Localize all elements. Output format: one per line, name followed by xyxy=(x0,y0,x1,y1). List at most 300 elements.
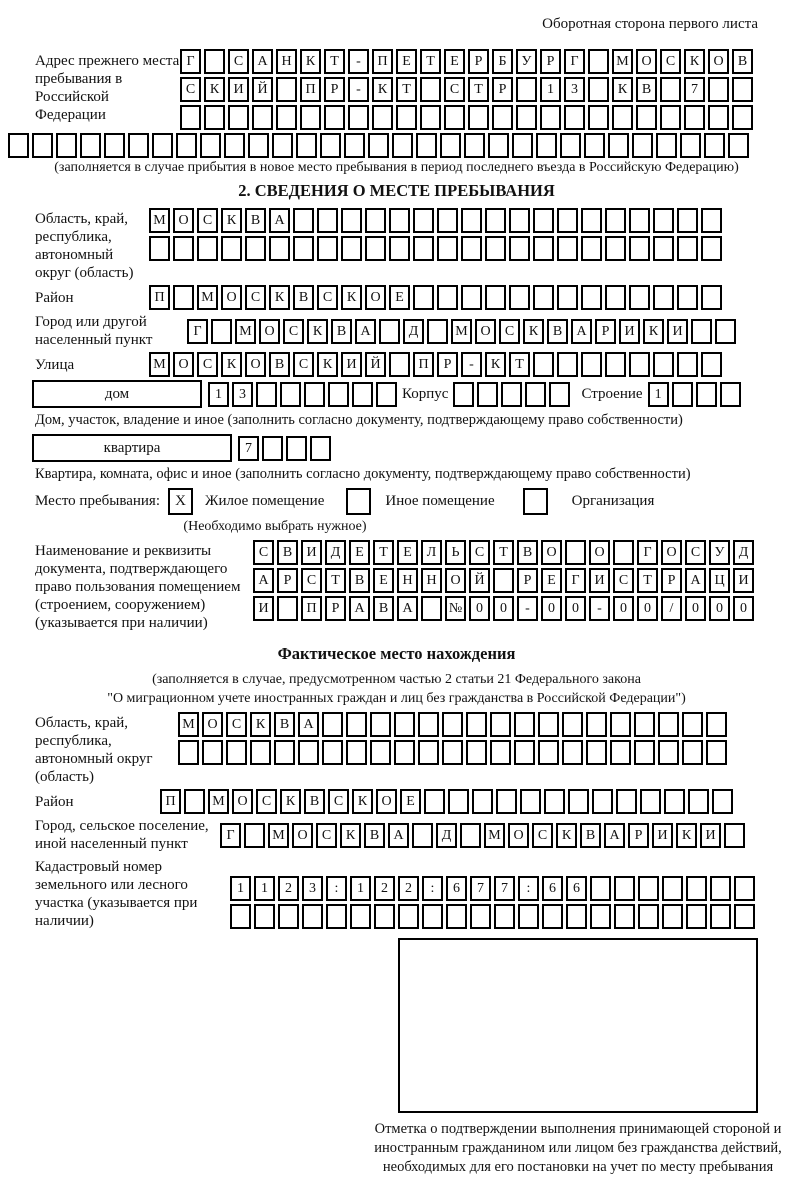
char-cell xyxy=(629,285,650,310)
char-cell: 0 xyxy=(613,596,634,621)
char-cell: Д xyxy=(436,823,457,848)
char-cell: - xyxy=(461,352,482,377)
char-cell: К xyxy=(556,823,577,848)
char-cell xyxy=(660,77,681,102)
char-cell: К xyxy=(352,789,373,814)
char-cell: Т xyxy=(493,540,514,565)
char-cell xyxy=(256,382,277,407)
char-cell xyxy=(632,133,653,158)
char-cell xyxy=(461,285,482,310)
char-cell xyxy=(412,823,433,848)
char-cell xyxy=(176,133,197,158)
char-cell xyxy=(544,789,565,814)
char-cell: Т xyxy=(396,77,417,102)
char-cell xyxy=(413,236,434,261)
char-cell xyxy=(636,105,657,130)
s3-oblast-block xyxy=(35,712,758,786)
char-cell xyxy=(734,904,755,929)
char-cell: Р xyxy=(277,568,298,593)
char-cell xyxy=(277,596,298,621)
char-cell: К xyxy=(485,352,506,377)
char-cell: В xyxy=(269,352,290,377)
char-cell: № xyxy=(445,596,466,621)
char-cell: Д xyxy=(325,540,346,565)
char-cell xyxy=(228,105,249,130)
char-cell xyxy=(509,208,530,233)
s2-dom-block xyxy=(32,380,758,408)
char-cell xyxy=(394,740,415,765)
s2-raion-row xyxy=(149,285,725,310)
char-cell xyxy=(653,285,674,310)
char-cell xyxy=(653,236,674,261)
org-checkbox xyxy=(523,488,548,515)
char-cell: О xyxy=(173,208,194,233)
char-cell xyxy=(276,105,297,130)
char-cell: О xyxy=(589,540,610,565)
char-cell xyxy=(512,133,533,158)
char-cell xyxy=(509,285,530,310)
char-cell: С xyxy=(256,789,277,814)
char-cell xyxy=(204,49,225,74)
char-cell xyxy=(370,740,391,765)
char-cell xyxy=(461,208,482,233)
char-cell: И xyxy=(253,596,274,621)
char-cell: Р xyxy=(324,77,345,102)
char-cell xyxy=(590,876,611,901)
char-cell xyxy=(614,876,635,901)
char-cell xyxy=(296,133,317,158)
char-cell xyxy=(584,133,605,158)
char-cell xyxy=(374,904,395,929)
char-cell xyxy=(104,133,125,158)
char-cell: И xyxy=(652,823,673,848)
char-cell xyxy=(269,236,290,261)
char-cell xyxy=(424,789,445,814)
char-cell xyxy=(629,208,650,233)
prev-address-row-2 xyxy=(180,77,756,102)
char-cell: Е xyxy=(541,568,562,593)
char-cell: 3 xyxy=(232,382,253,407)
char-cell: П xyxy=(160,789,181,814)
char-cell xyxy=(346,740,367,765)
char-cell xyxy=(244,823,265,848)
char-cell xyxy=(252,105,273,130)
char-cell xyxy=(516,77,537,102)
char-cell: 2 xyxy=(374,876,395,901)
char-cell: В xyxy=(277,540,298,565)
s2-oblast-row-2 xyxy=(149,236,725,261)
char-cell: А xyxy=(252,49,273,74)
char-cell xyxy=(704,133,725,158)
s2-oblast-label: Область, край, республика, автономный округ (область) xyxy=(35,211,134,281)
char-cell xyxy=(365,236,386,261)
char-cell xyxy=(492,105,513,130)
char-cell xyxy=(708,105,729,130)
char-cell xyxy=(422,904,443,929)
char-cell: О xyxy=(365,285,386,310)
char-cell xyxy=(605,236,626,261)
char-cell: 7 xyxy=(238,436,259,461)
char-cell: С xyxy=(685,540,706,565)
char-cell xyxy=(442,712,463,737)
char-cell xyxy=(453,382,474,407)
char-cell xyxy=(370,712,391,737)
char-cell: А xyxy=(571,319,592,344)
s2-stroenie-cells xyxy=(648,382,744,407)
char-cell xyxy=(317,208,338,233)
s3-gorod-row xyxy=(220,823,748,848)
char-cell xyxy=(485,285,506,310)
char-cell xyxy=(728,133,749,158)
char-cell xyxy=(662,904,683,929)
char-cell xyxy=(616,789,637,814)
char-cell xyxy=(557,236,578,261)
char-cell xyxy=(466,740,487,765)
char-cell: С xyxy=(226,712,247,737)
char-cell: 0 xyxy=(541,596,562,621)
char-cell xyxy=(514,712,535,737)
char-cell xyxy=(586,740,607,765)
char-cell: Г xyxy=(564,49,585,74)
char-cell: М xyxy=(149,352,170,377)
char-cell: : xyxy=(422,876,443,901)
char-cell xyxy=(350,904,371,929)
char-cell xyxy=(564,105,585,130)
char-cell: Р xyxy=(468,49,489,74)
s3-oblast-row-2 xyxy=(178,740,730,765)
stamp-caption: Отметка о подтверждении выполнения принимающей стороной и иностранным гражданином или лицом без гражданства действий, необходимых для его постановки на учет по месту пребывания xyxy=(374,1121,782,1175)
char-cell: 6 xyxy=(446,876,467,901)
char-cell xyxy=(280,382,301,407)
char-cell xyxy=(605,208,626,233)
char-cell xyxy=(588,49,609,74)
char-cell: И xyxy=(733,568,754,593)
char-cell xyxy=(460,823,481,848)
char-cell xyxy=(396,105,417,130)
char-cell: С xyxy=(180,77,201,102)
char-cell xyxy=(56,133,77,158)
char-cell xyxy=(420,105,441,130)
char-cell: О xyxy=(445,568,466,593)
char-cell xyxy=(533,208,554,233)
char-cell xyxy=(562,740,583,765)
prev-address-row-3 xyxy=(180,105,756,130)
char-cell xyxy=(732,77,753,102)
char-cell xyxy=(173,236,194,261)
char-cell: Е xyxy=(444,49,465,74)
char-cell xyxy=(178,740,199,765)
char-cell xyxy=(442,740,463,765)
s2-raion-label: Район xyxy=(35,290,74,306)
char-cell xyxy=(686,904,707,929)
char-cell xyxy=(262,436,283,461)
char-cell: М xyxy=(612,49,633,74)
s3-raion-label: Район xyxy=(35,794,74,810)
s2-doc-label: Наименование и реквизиты документа, подтверждающего право пользования помещением (строением, сооружением) (указывается при наличии) xyxy=(35,543,241,631)
s2-dom-note: Дом, участок, владение и иное (заполнить согласно документу, подтверждающему право собственности) xyxy=(35,412,683,428)
char-cell: Т xyxy=(373,540,394,565)
char-cell xyxy=(466,712,487,737)
char-cell xyxy=(560,133,581,158)
char-cell: Е xyxy=(389,285,410,310)
char-cell: С xyxy=(197,352,218,377)
char-cell: В xyxy=(732,49,753,74)
char-cell: К xyxy=(643,319,664,344)
zhiloe-label: Жилое помещение xyxy=(205,493,325,509)
char-cell: К xyxy=(280,789,301,814)
char-cell xyxy=(581,208,602,233)
char-cell: А xyxy=(269,208,290,233)
s2-gorod-row xyxy=(187,319,739,344)
s2-mesto-label: Место пребывания: xyxy=(35,493,160,509)
s2-korpus-label: Корпус xyxy=(402,386,449,402)
char-cell: В xyxy=(293,285,314,310)
char-cell xyxy=(493,568,514,593)
char-cell xyxy=(664,789,685,814)
char-cell: Н xyxy=(397,568,418,593)
char-cell: В xyxy=(331,319,352,344)
char-cell: 1 xyxy=(350,876,371,901)
s2-mesto-note: (Необходимо выбрать нужное) xyxy=(183,519,367,534)
char-cell xyxy=(416,133,437,158)
char-cell xyxy=(720,382,741,407)
char-cell xyxy=(677,352,698,377)
char-cell xyxy=(274,740,295,765)
s3-kadastr-row-2 xyxy=(230,904,758,929)
char-cell xyxy=(533,236,554,261)
char-cell: Е xyxy=(373,568,394,593)
char-cell xyxy=(184,789,205,814)
char-cell xyxy=(592,789,613,814)
char-cell: Р xyxy=(628,823,649,848)
char-cell: В xyxy=(364,823,385,848)
char-cell xyxy=(421,596,442,621)
char-cell xyxy=(710,904,731,929)
char-cell xyxy=(413,285,434,310)
char-cell xyxy=(461,236,482,261)
char-cell: А xyxy=(349,596,370,621)
char-cell xyxy=(379,319,400,344)
char-cell: Й xyxy=(469,568,490,593)
s2-doc-row-1 xyxy=(253,540,757,565)
char-cell xyxy=(496,789,517,814)
char-cell xyxy=(80,133,101,158)
char-cell xyxy=(418,712,439,737)
prev-address-note: (заполняется в случае прибытия в новое место пребывания в период последнего въезда в Российскую Федерацию) xyxy=(54,160,739,175)
char-cell: М xyxy=(149,208,170,233)
char-cell xyxy=(248,133,269,158)
char-cell xyxy=(224,133,245,158)
char-cell xyxy=(348,105,369,130)
char-cell: И xyxy=(619,319,640,344)
char-cell xyxy=(317,236,338,261)
char-cell xyxy=(557,352,578,377)
s3-oblast-row-1 xyxy=(178,712,730,737)
char-cell xyxy=(525,382,546,407)
char-cell xyxy=(149,236,170,261)
char-cell xyxy=(540,105,561,130)
char-cell: О xyxy=(202,712,223,737)
char-cell xyxy=(352,382,373,407)
section2-title: 2. СВЕДЕНИЯ О МЕСТЕ ПРЕБЫВАНИЯ xyxy=(238,181,555,200)
char-cell: Т xyxy=(324,49,345,74)
char-cell xyxy=(376,382,397,407)
char-cell xyxy=(638,876,659,901)
char-cell xyxy=(715,319,736,344)
char-cell xyxy=(658,740,679,765)
char-cell xyxy=(608,133,629,158)
char-cell: В xyxy=(304,789,325,814)
char-cell xyxy=(536,133,557,158)
char-cell xyxy=(485,236,506,261)
char-cell xyxy=(128,133,149,158)
char-cell: Т xyxy=(509,352,530,377)
char-cell: В xyxy=(636,77,657,102)
char-cell: 1 xyxy=(254,876,275,901)
char-cell: А xyxy=(397,596,418,621)
char-cell: Р xyxy=(595,319,616,344)
char-cell: В xyxy=(274,712,295,737)
s2-dom-cells xyxy=(208,382,400,407)
char-cell xyxy=(448,789,469,814)
char-cell xyxy=(610,712,631,737)
char-cell: Р xyxy=(540,49,561,74)
char-cell: 0 xyxy=(565,596,586,621)
char-cell: Т xyxy=(468,77,489,102)
s2-doc-row-3 xyxy=(253,596,757,621)
char-cell: У xyxy=(709,540,730,565)
char-cell: М xyxy=(178,712,199,737)
char-cell: О xyxy=(221,285,242,310)
char-cell: И xyxy=(228,77,249,102)
char-cell: У xyxy=(516,49,537,74)
corner-note: Оборотная сторона первого листа xyxy=(542,16,758,32)
char-cell: Т xyxy=(325,568,346,593)
char-cell: С xyxy=(532,823,553,848)
char-cell: Г xyxy=(565,568,586,593)
char-cell xyxy=(418,740,439,765)
char-cell: С xyxy=(245,285,266,310)
char-cell xyxy=(326,904,347,929)
s3-raion-row xyxy=(160,789,736,814)
char-cell xyxy=(485,208,506,233)
char-cell: - xyxy=(517,596,538,621)
char-cell xyxy=(562,712,583,737)
char-cell: К xyxy=(684,49,705,74)
char-cell xyxy=(272,133,293,158)
char-cell: Г xyxy=(637,540,658,565)
char-cell xyxy=(197,236,218,261)
s2-mesto-block xyxy=(35,488,758,515)
char-cell xyxy=(706,712,727,737)
char-cell: П xyxy=(413,352,434,377)
char-cell xyxy=(701,236,722,261)
char-cell: 0 xyxy=(685,596,706,621)
char-cell xyxy=(568,789,589,814)
char-cell: Г xyxy=(180,49,201,74)
char-cell: А xyxy=(685,568,706,593)
char-cell: - xyxy=(348,49,369,74)
char-cell xyxy=(302,904,323,929)
char-cell: О xyxy=(636,49,657,74)
char-cell xyxy=(682,712,703,737)
char-cell xyxy=(677,285,698,310)
char-cell: Д xyxy=(403,319,424,344)
char-cell: М xyxy=(451,319,472,344)
char-cell: 1 xyxy=(648,382,669,407)
char-cell xyxy=(276,77,297,102)
char-cell: С xyxy=(253,540,274,565)
char-cell: В xyxy=(580,823,601,848)
char-cell xyxy=(413,208,434,233)
char-cell: С xyxy=(228,49,249,74)
char-cell: Ь xyxy=(445,540,466,565)
char-cell: К xyxy=(676,823,697,848)
char-cell xyxy=(490,740,511,765)
char-cell xyxy=(328,382,349,407)
char-cell xyxy=(710,876,731,901)
char-cell: С xyxy=(293,352,314,377)
char-cell xyxy=(557,208,578,233)
s2-gorod-block xyxy=(35,313,758,349)
char-cell: М xyxy=(235,319,256,344)
char-cell: Н xyxy=(276,49,297,74)
char-cell xyxy=(581,285,602,310)
char-cell xyxy=(588,77,609,102)
char-cell xyxy=(590,904,611,929)
char-cell: О xyxy=(232,789,253,814)
char-cell xyxy=(533,352,554,377)
char-cell: С xyxy=(613,568,634,593)
char-cell: О xyxy=(475,319,496,344)
char-cell: Б xyxy=(492,49,513,74)
char-cell xyxy=(477,382,498,407)
char-cell xyxy=(682,740,703,765)
char-cell xyxy=(344,133,365,158)
s2-gorod-label: Город или другой населенный пункт xyxy=(35,314,153,348)
char-cell xyxy=(662,876,683,901)
char-cell xyxy=(586,712,607,737)
char-cell xyxy=(588,105,609,130)
char-cell: О xyxy=(708,49,729,74)
prev-address-block xyxy=(35,49,758,130)
char-cell xyxy=(468,105,489,130)
char-cell xyxy=(389,236,410,261)
s2-kvartira-box: квартира xyxy=(32,434,232,462)
char-cell xyxy=(341,236,362,261)
char-cell xyxy=(322,712,343,737)
char-cell: К xyxy=(250,712,271,737)
inoe-label: Иное помещение xyxy=(385,493,495,509)
char-cell: В xyxy=(373,596,394,621)
char-cell: - xyxy=(348,77,369,102)
char-cell: А xyxy=(355,319,376,344)
char-cell: 6 xyxy=(566,876,587,901)
char-cell xyxy=(538,740,559,765)
char-cell: О xyxy=(376,789,397,814)
char-cell: С xyxy=(469,540,490,565)
prev-address-row-4 xyxy=(8,133,758,158)
char-cell: 0 xyxy=(709,596,730,621)
s2-doc-block xyxy=(35,540,758,632)
char-cell: И xyxy=(301,540,322,565)
char-cell xyxy=(250,740,271,765)
char-cell: 1 xyxy=(230,876,251,901)
char-cell: С xyxy=(283,319,304,344)
char-cell xyxy=(221,236,242,261)
char-cell: К xyxy=(340,823,361,848)
char-cell: О xyxy=(541,540,562,565)
